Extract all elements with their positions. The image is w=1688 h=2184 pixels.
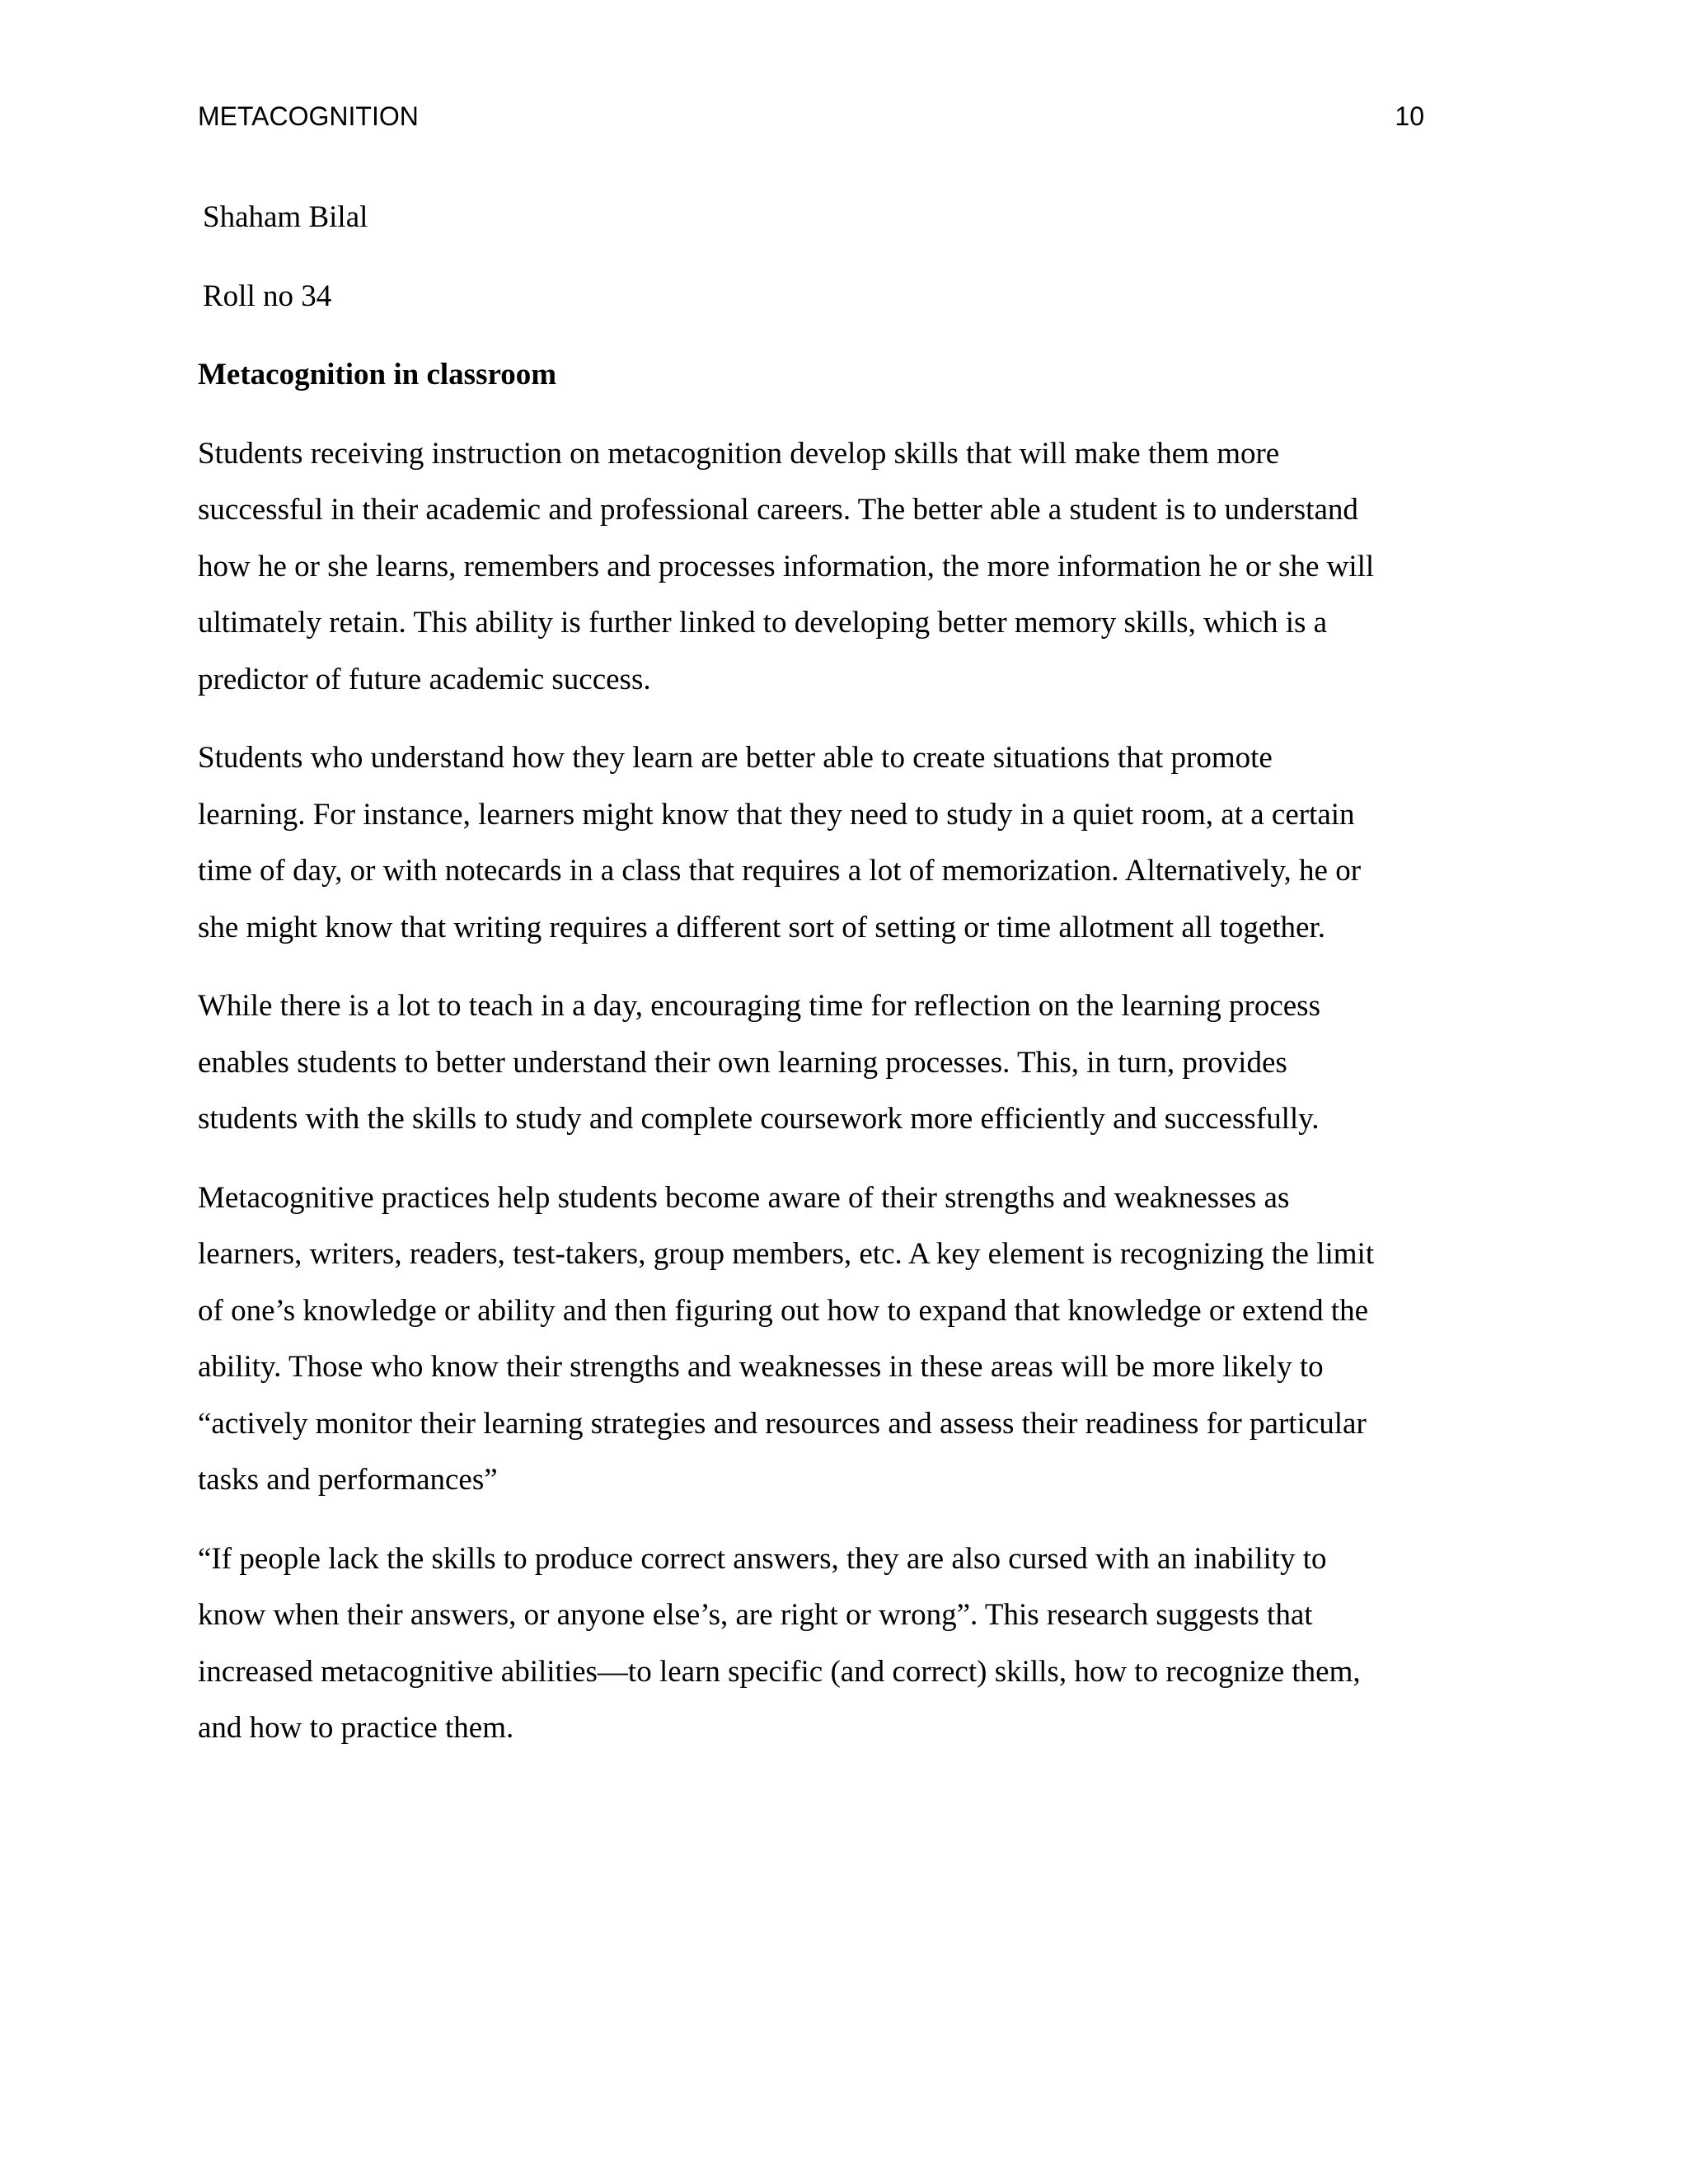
text-line: learners, writers, readers, test-takers, group members, etc. A key element is recognizing the limit [198, 1237, 1375, 1271]
section-heading: Metacognition in classroom [198, 358, 557, 391]
roll-number: Roll no 34 [203, 279, 332, 313]
paragraph-3 [198, 978, 1484, 1148]
text-line: ultimately retain. This ability is further linked to developing better memory skills, which is a [198, 606, 1328, 640]
running-header [198, 97, 1424, 135]
text-line: time of day, or with notecards in a class that requires a lot of memorization. Alternatively, he or [198, 854, 1362, 888]
text-line: ability. Those who know their strengths and weaknesses in these areas will be more likely to [198, 1350, 1324, 1384]
text-line: and how to practice them. [198, 1711, 514, 1745]
paragraph-1 [198, 426, 1484, 709]
text-line: Students receiving instruction on metacognition develop skills that will make them more [198, 436, 1280, 471]
text-line: of one’s knowledge or ability and then figuring out how to expand that knowledge or extend the [198, 1293, 1369, 1328]
text-line: learning. For instance, learners might know that they need to study in a quiet room, at a certain [198, 797, 1355, 832]
text-line: predictor of future academic success. [198, 662, 651, 696]
text-line: While there is a lot to teach in a day, encouraging time for reflection on the learning process [198, 989, 1320, 1023]
text-line: know when their answers, or anyone else’s, are right or wrong”. This research suggests that [198, 1598, 1313, 1632]
text-line: “actively monitor their learning strategies and resources and assess their readiness for particular [198, 1406, 1367, 1441]
paragraph-5 [198, 1531, 1484, 1757]
text-line: increased metacognitive abilities—to learn specific (and correct) skills, how to recognize them, [198, 1654, 1361, 1689]
text-line: “If people lack the skills to produce correct answers, they are also cursed with an inability to [198, 1541, 1327, 1576]
text-line: students with the skills to study and complete coursework more efficiently and successfully. [198, 1102, 1320, 1136]
text-line: successful in their academic and professional careers. The better able a student is to understand [198, 493, 1358, 527]
text-line: tasks and performances” [198, 1463, 498, 1497]
paragraph-2 [198, 730, 1484, 956]
text-line: Students who understand how they learn are better able to create situations that promote [198, 741, 1273, 775]
text-line: she might know that writing requires a different sort of setting or time allotment all together. [198, 910, 1326, 944]
document-body [198, 190, 1484, 1779]
paragraph-4 [198, 1170, 1484, 1509]
running-head-title: METACOGNITION [198, 101, 419, 131]
author-name: Shaham Bilal [203, 200, 368, 234]
text-line: Metacognitive practices help students become aware of their strengths and weaknesses as [198, 1180, 1290, 1215]
text-line: how he or she learns, remembers and processes information, the more information he or she will [198, 549, 1375, 583]
text-line: enables students to better understand their own learning processes. This, in turn, provides [198, 1045, 1287, 1080]
page-number: 10 [1395, 101, 1424, 131]
